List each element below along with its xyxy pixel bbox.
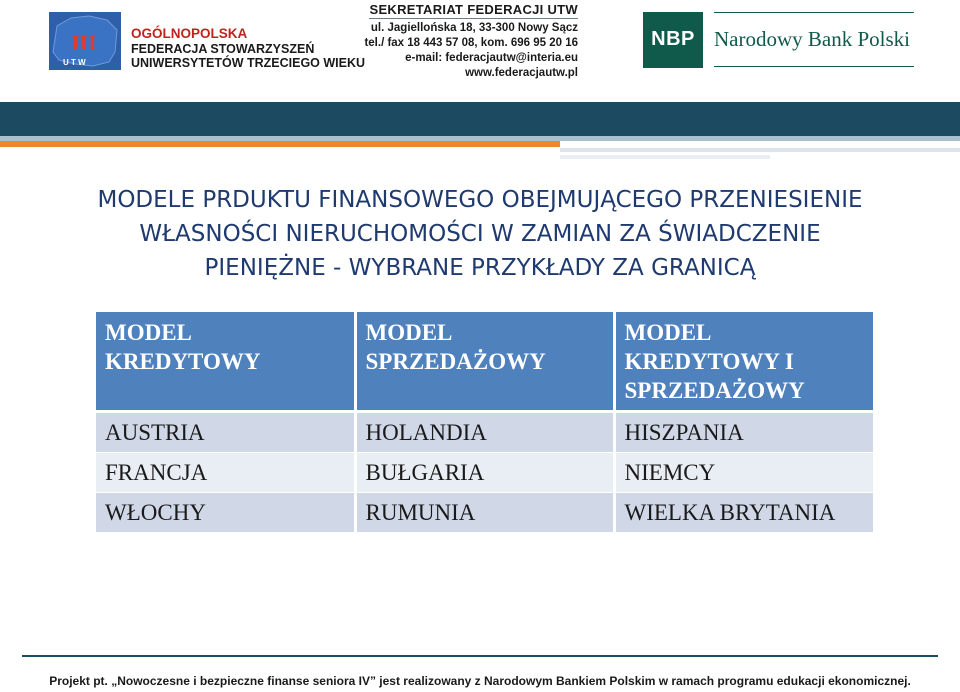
org-line-1: OGÓLNOPOLSKA xyxy=(131,26,248,41)
table-cell: FRANCJA xyxy=(96,453,355,493)
footer-text: Projekt pt. „Nowoczesne i bezpieczne finanse seniora IV” jest realizowany z Narodowym Bankiem Polskim w ramach programu edukacji ekonomicznej. xyxy=(49,674,911,688)
table-row xyxy=(96,493,873,533)
nbp-divider-top xyxy=(714,12,914,13)
table-cell: BUŁGARIA xyxy=(355,453,614,493)
org-line-2: FEDERACJA STOWARZYSZEŃ xyxy=(131,41,315,56)
table-cell: NIEMCY xyxy=(614,453,873,493)
table-cell: RUMUNIA xyxy=(355,493,614,533)
nbp-divider-bottom xyxy=(714,66,914,67)
table-header-row xyxy=(96,312,873,412)
table-cell: HOLANDIA xyxy=(355,412,614,453)
nbp-logo xyxy=(643,12,703,68)
header-band-light-stripe-1 xyxy=(560,148,960,152)
table-cell: HISZPANIA xyxy=(614,412,873,453)
secretariat-contact xyxy=(364,2,578,81)
nbp-full-name: Narodowy Bank Polski xyxy=(714,27,910,51)
table-row xyxy=(96,412,873,453)
utw-logo-sub: U T W xyxy=(63,58,86,67)
models-table xyxy=(96,312,873,533)
utw-logo-roman: III xyxy=(71,30,97,55)
nbp-short-name: NBP xyxy=(651,28,695,50)
table-cell: WIELKA BRYTANIA xyxy=(614,493,873,533)
header-credit-and-sale-model: MODEL KREDYTOWY I SPRZEDAŻOWY xyxy=(614,312,873,412)
table-cell: WŁOCHY xyxy=(96,493,355,533)
secretariat-address: ul. Jagiellońska 18, 33-300 Nowy Sącz xyxy=(370,22,578,34)
org-line-3: UNIWERSYTETÓW TRZECIEGO WIEKU xyxy=(131,56,366,70)
table-row xyxy=(96,453,873,493)
organization-name xyxy=(131,27,365,71)
secretariat-email[interactable]: e-mail: federacjautw@interia.eu xyxy=(405,52,578,64)
secretariat-website[interactable]: www.federacjautw.pl xyxy=(465,67,578,79)
title-line-3: PIENIĘŻNE - WYBRANE PRZYKŁADY ZA GRANICĄ xyxy=(204,255,756,281)
footer-divider xyxy=(22,655,938,657)
header-band-orange-stripe xyxy=(0,141,560,147)
utw-logo xyxy=(49,12,121,70)
header-sale-model: MODEL SPRZEDAŻOWY xyxy=(355,312,614,412)
table-cell: AUSTRIA xyxy=(96,412,355,453)
slide-title xyxy=(40,183,920,285)
header-band-light-stripe-2 xyxy=(560,155,770,159)
header-band xyxy=(0,102,960,136)
secretariat-phone: tel./ fax 18 443 57 08, kom. 696 95 20 16 xyxy=(364,37,578,49)
secretariat-title: SEKRETARIAT FEDERACJI UTW xyxy=(369,2,578,17)
title-line-2: WŁASNOŚCI NIERUCHOMOŚCI W ZAMIAN ZA ŚWIADCZENIE xyxy=(139,221,821,247)
title-line-1: MODELE PRDUKTU FINANSOWEGO OBEJMUJĄCEGO PRZENIESIENIE xyxy=(97,187,863,213)
header-credit-model: MODEL KREDYTOWY xyxy=(96,312,355,412)
